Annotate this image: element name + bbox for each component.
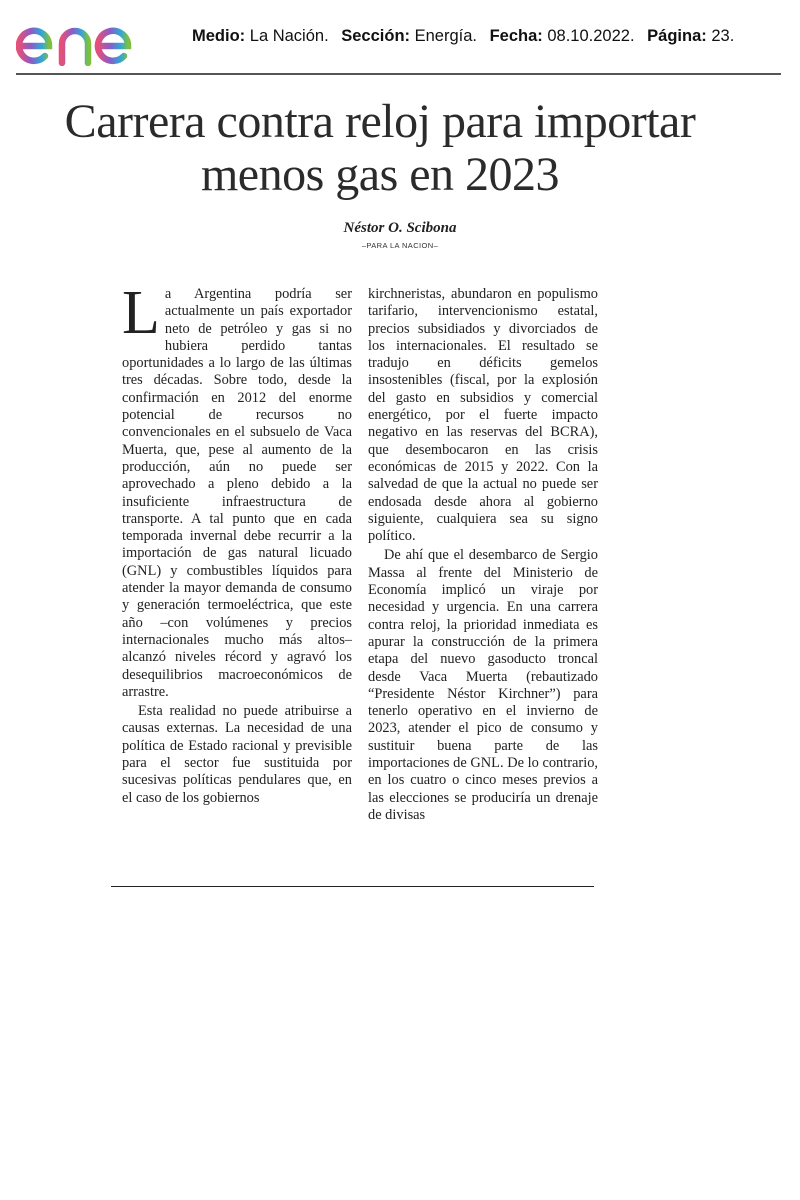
- article-paragraph: De ahí que el desembarco de Sergio Massa al frente del Ministerio de Economía implicó un viraje por necesidad y urgencia. En una carrera contra reloj, la prioridad inmediata es apurar la construcción de la primera etapa del nuevo gasoducto troncal desde Vaca Muerta (rebautizado “Presidente Néstor Kirchner”) para tenerlo operativo en el invierno de 2023, atender el pico de consumo y sustituir buena parte de las importaciones de GNL. De lo contrario, en los cuatro o cinco meses previos a las elecciones se produciría un drenaje de divisas: [368, 547, 598, 823]
- pagina-label: Página:: [647, 27, 707, 45]
- article-author: Néstor O. Scibona: [343, 220, 457, 236]
- article-headline: Carrera contra reloj para importar menos gas en 2023: [64, 95, 696, 201]
- pagina-value: 23.: [711, 27, 735, 45]
- medio-label: Medio:: [192, 27, 246, 45]
- fecha-value: 08.10.2022.: [547, 27, 635, 45]
- enel-logo: [16, 8, 172, 66]
- enel-logo-icon: [16, 8, 172, 66]
- paragraph-text: a Argentina podría ser actualmente un país exportador neto de petróleo y gas si no hubiera perdido tantas oportunidades a lo largo de las últimas tres décadas. Sobre todo, desde la confirmación en 2012 del enorme potencial de recursos no convencionales en el subsuelo de Vaca Muerta, que, pese al aumento de la producción, aún no puede ser aprovechado a pleno debido a la insuficiente infraestructura de transporte. A tal punto que en cada temporada invernal debe recurrir a la importación de gas natural licuado (GNL) y combustibles líquidos para atender la mayor demanda de consumo y generación termoeléctrica, que este año –con volúmenes y precios internacionales mucho más altos– alcanzó niveles récord y agravó los desequilibrios macroeconómicos de arrastre.: [122, 286, 352, 700]
- article-end-rule: [111, 886, 594, 887]
- clipping-header: [0, 0, 800, 78]
- article-paragraph: kirchneristas, abundaron en populismo tarifario, intervencionismo estatal, precios subsidiados y divorciados de los internacionales. El resultado se tradujo en déficits gemelos insostenibles (fiscal, por la explosión del gasto en subsidios y comercial energético, por el fuerte impacto negativo en las reservas del BCRA), que desembocaron en las crisis económicas de 2015 y 2022. Con la salvedad de que la actual no puede ser endosada desde ahora al gobierno siguiente, cualquiera sea su signo político.: [368, 286, 598, 545]
- article-byline-sub: –PARA LA NACION–: [361, 241, 439, 250]
- clipping-metadata: [192, 27, 734, 46]
- article-paragraph: Esta realidad no puede atribuirse a causas externas. La necesidad de una política de Estado racional y previsible para el sector fue sustituida por sucesivas políticas pendulares que, en el caso de los gobiernos: [122, 703, 352, 806]
- seccion-label: Sección:: [341, 27, 411, 45]
- medio-value: La Nación.: [249, 27, 329, 45]
- article-column-left: [122, 279, 352, 807]
- article-paragraph: [122, 279, 352, 701]
- seccion-value: Energía.: [414, 27, 477, 45]
- fecha-label: Fecha:: [489, 27, 543, 45]
- article-column-right: [368, 286, 598, 824]
- header-divider: [16, 73, 781, 75]
- drop-cap: L: [122, 279, 160, 347]
